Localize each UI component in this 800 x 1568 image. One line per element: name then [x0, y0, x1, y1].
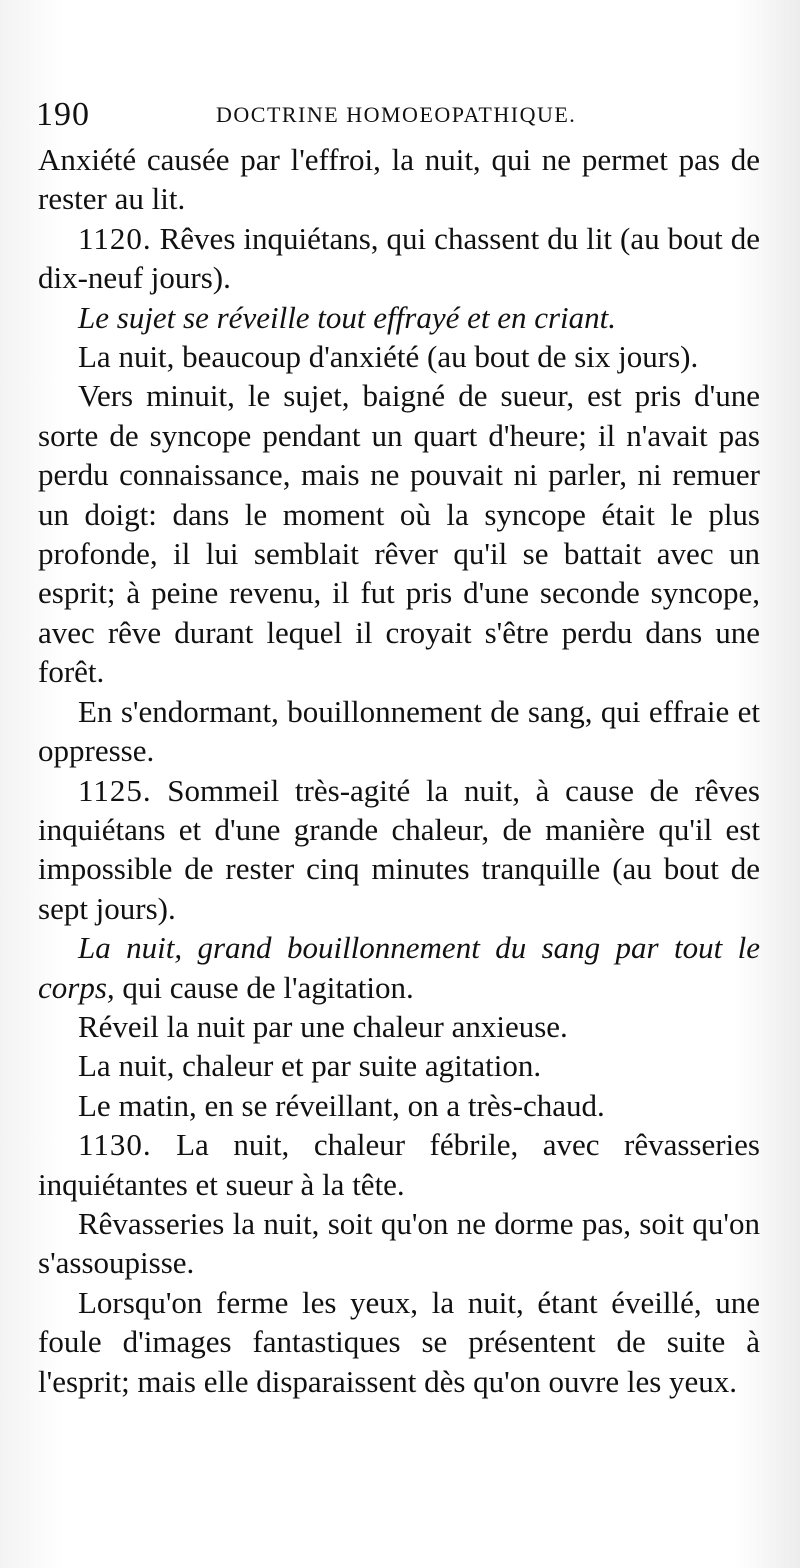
mixed-italic-paragraph: [38, 928, 760, 1007]
paragraph: [38, 376, 760, 691]
paragraph-continuation: [38, 140, 760, 219]
paragraph-text: Anxiété causée par l'effroi, la nuit, qui ne permet pas de rester au lit.: [38, 142, 760, 217]
entry-number: 1120.: [78, 220, 152, 256]
paragraph-text: Rêvasseries la nuit, soit qu'on ne dorme pas, soit qu'on s'assoupisse.: [38, 1205, 760, 1281]
paragraph-text: La nuit, chaleur fébrile, avec rêvasseries inquiétantes et sueur à la tête.: [38, 1127, 760, 1202]
paragraph-text: Le sujet se réveille tout effrayé et en criant.: [78, 299, 617, 335]
paragraph: [38, 1086, 760, 1125]
paragraph: [38, 1204, 760, 1283]
italic-paragraph: [38, 298, 760, 337]
running-head: DOCTRINE HOMOEOPATHIQUE.: [216, 102, 577, 127]
paragraph-text: En s'endormant, bouillonnement de sang, qui effraie et oppresse.: [38, 693, 760, 769]
paragraph-text: La nuit, chaleur et par suite agitation.: [78, 1048, 542, 1084]
paragraph: [38, 692, 760, 771]
numbered-paragraph: [38, 1125, 760, 1204]
paragraph: [38, 1007, 760, 1046]
paragraph-text: Sommeil très-agité la nuit, à cause de rêves inquiétans et d'une grande chaleur, de manière qu'il est impossible de rester cinq minutes tranquille (au bout de sept jours).: [38, 772, 760, 926]
paragraph-text: La nuit, beaucoup d'anxiété (au bout de six jours).: [78, 339, 699, 375]
entry-number: 1130.: [78, 1127, 152, 1163]
paragraph-text: Rêves inquiétans, qui chassent du lit (au bout de dix-neuf jours).: [38, 220, 761, 296]
paragraph: [38, 1283, 760, 1401]
paragraph-text: Réveil la nuit par une chaleur anxieuse.: [78, 1008, 568, 1044]
body-text: [38, 140, 760, 1401]
page-number: 190: [36, 96, 90, 133]
paragraph-text: Lorsqu'on ferme les yeux, la nuit, étant éveillé, une foule d'images fantastiques se présentent de suite à l'esprit; mais elle disparaissent dès qu'on ouvre les yeux.: [38, 1284, 760, 1399]
numbered-paragraph: [38, 219, 760, 298]
page-header: [36, 96, 756, 136]
entry-number: 1125.: [78, 772, 152, 808]
paragraph-text: Vers minuit, le sujet, baigné de sueur, est pris d'une sorte de syncope pendant un quart d'heure; il n'avait pas perdu connaissance, mais ne pouvait ni parler, ni remuer un doigt: dans le moment où la syncope était le plus profonde, il lui semblait rêver qu'il se battait avec un esprit; à peine revenu, il fut pris d'une seconde syncope, avec rêve durant lequel il croyait s'être perdu dans une forêt.: [38, 378, 760, 690]
roman-phrase: qui cause de l'agitation.: [114, 969, 414, 1005]
paragraph: [38, 1046, 760, 1085]
paragraph-text: Le matin, en se réveillant, on a très-chaud.: [78, 1087, 605, 1123]
paragraph: [38, 337, 760, 376]
numbered-paragraph: [38, 771, 760, 929]
italic-phrase: La nuit, grand bouillonnement du sang par tout le corps,: [38, 930, 760, 1005]
